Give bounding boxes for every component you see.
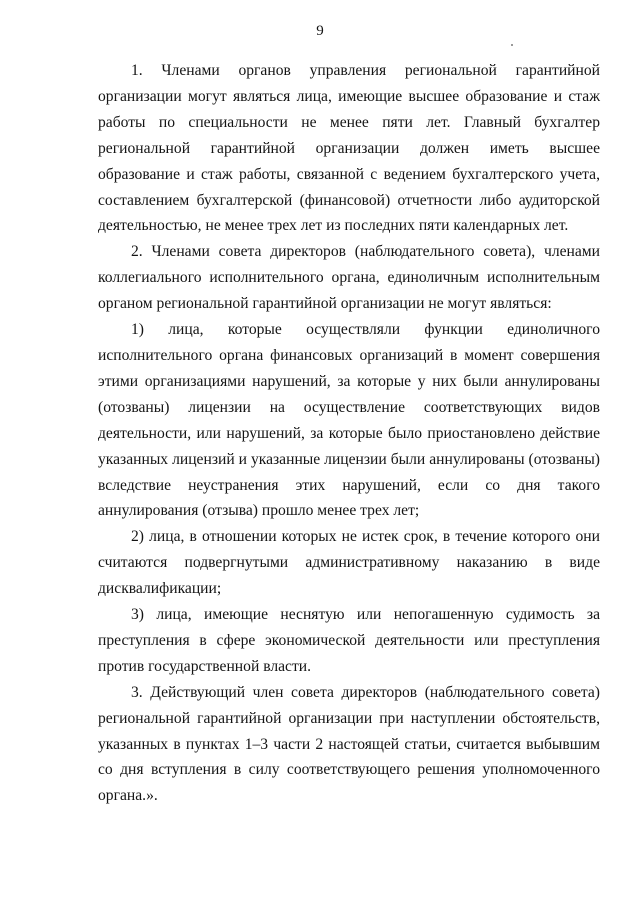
paragraph-part-3: 3. Действующий член совета директоров (наблюдательного совета) региональной гарантийной организации при наступлении обстоятельств, указанных в пунктах 1–3 части 2 настоящей статьи, считается выбывшим со дня вступления в силу соответствующего решения уполномоченного органа.». xyxy=(98,683,600,805)
list-item-2: 2) лица, в отношении которых не истек срок, в течение которого они считаются подвергнутыми административному наказанию в виде дисквалификации; xyxy=(98,528,600,598)
paragraph-part-1: 1. Членами органов управления региональной гарантийной организации могут являться лица, имеющие высшее образование и стаж работы по специальности не менее пяти лет. Главный бухгалтер региональной гарантийной организации должен иметь высшее образование и стаж работы, связанной с ведением бухгалтерского учета, составлением бухгалтерской (финансовой) отчетности либо аудиторской деятельностью, не менее трех лет из последних пяти календарных лет. xyxy=(98,62,600,235)
list-item-3: 3) лица, имеющие неснятую или непогашенную судимость за преступления в сфере экономической деятельности или преступления против государственной власти. xyxy=(98,606,600,675)
document-body xyxy=(98,58,600,809)
list-item-1: 1) лица, которые осуществляли функции единоличного исполнительного органа финансовых организаций в момент совершения этими организациями нарушений, за которые у них были аннулированы (отозваны) лицензии на осуществление соответствующих видов деятельности, или нарушений, за которые было приостановлено действие указанных лицензий и указанные лицензии были аннулированы (отозваны) вследствие неустранения этих нарушений, если со дня такого аннулирования (отзыва) прошло менее трех лет; xyxy=(98,321,600,520)
page-number: 9 xyxy=(316,23,324,39)
paragraph-part-2: 2. Членами совета директоров (наблюдательного совета), членами коллегиального исполнительного органа, единоличным исполнительным органом региональной гарантийной организации не могут являться: xyxy=(98,243,600,313)
scan-speck xyxy=(511,44,513,46)
